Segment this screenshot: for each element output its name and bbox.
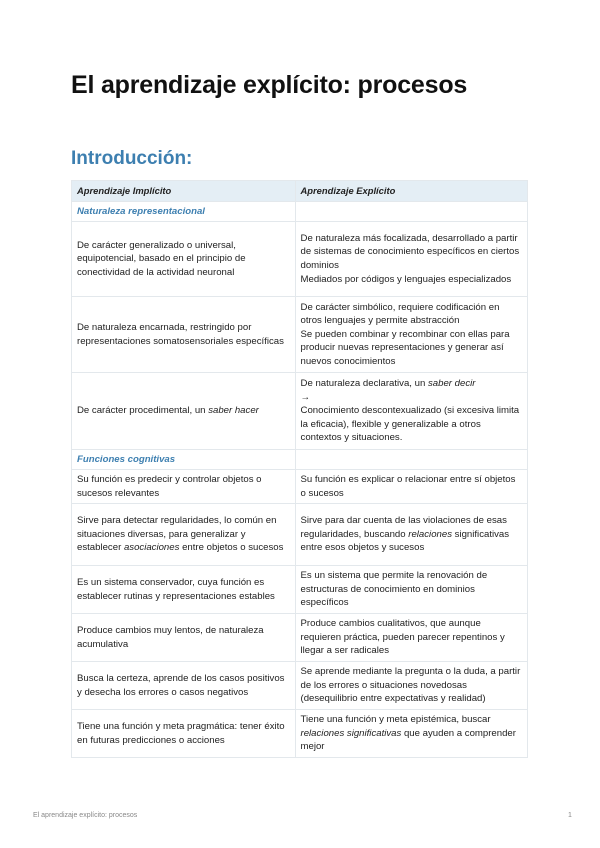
implicit-cell [72,504,296,566]
implicit-text: De carácter procedimental, un [77,405,209,417]
header-implicit: Aprendizaje Implícito [72,181,296,202]
table-row [72,566,528,614]
explicit-text: De naturaleza más focalizada, desarrollado a partir de sistemas de conocimiento específicos en ciertos dominios [300,232,520,271]
header-explicit: Aprendizaje Explícito [295,181,527,202]
table-row [72,470,528,504]
explicit-emphasis: relaciones significativas [300,727,402,739]
explicit-cell: Su función es explicar o relacionar entre sí objetos o sucesos [295,470,527,504]
explicit-text: Se pueden combinar y recombinar con ellas para producir nuevas representaciones y generar así nuevos conocimientos [300,328,510,367]
explicit-text: significativas entre esos objetos y sucesos [300,528,510,554]
table-row [72,710,528,758]
category-representacional: Naturaleza representacional [77,205,205,217]
implicit-cell: De naturaleza encarnada, restringido por representaciones somatosensoriales específicas [72,297,296,373]
explicit-cell: Es un sistema que permite la renovación de estructuras de conocimiento en dominios específicos [295,566,527,614]
explicit-emphasis: relaciones [408,528,452,540]
explicit-text: que ayuden a comprender mejor [300,727,516,753]
table-row [72,297,528,373]
explicit-text: Mediados por códigos y lenguajes especializados [300,273,512,285]
implicit-text: entre objetos o sucesos [179,542,284,554]
explicit-cell [295,373,527,450]
category-label [72,202,296,222]
section-heading: Introducción: [71,148,193,169]
explicit-cell [295,297,527,373]
category-label [72,450,296,470]
page-number: 1 [568,812,572,819]
table-row [72,373,528,450]
explicit-text-line [301,377,522,391]
arrow-icon: → [300,391,311,403]
explicit-cell [295,710,527,758]
implicit-cell: Su función es predecir y controlar objetos o sucesos relevantes [72,470,296,504]
table-row [72,662,528,710]
explicit-text: Conocimiento descontexualizado (si excesiva limita la eficacia), flexible y generalizable a otros contextos y situaciones. [300,405,520,444]
category-row [72,450,528,470]
table-row [72,614,528,662]
category-row [72,202,528,222]
explicit-cell [295,222,527,297]
comparison-table [71,180,528,758]
category-funciones: Funciones cognitivas [77,453,176,465]
category-empty-cell [295,450,527,470]
implicit-cell [72,373,296,450]
implicit-emphasis: saber hacer [208,405,259,417]
implicit-text: Sirve para detectar regularidades, lo común en situaciones diversas, para generalizar y establecer [77,515,277,554]
footer-title: El aprendizaje explícito: procesos [33,812,138,819]
implicit-emphasis: asociaciones [123,542,180,554]
category-empty-cell [295,202,527,222]
explicit-text: De naturaleza declarativa, un [300,378,428,390]
explicit-emphasis: saber decir [427,378,476,390]
explicit-text: Tiene una función y meta epistémica, buscar [300,714,491,726]
table-header-row [72,181,528,202]
implicit-cell: Produce cambios muy lentos, de naturaleza acumulativa [72,614,296,662]
table-row [72,504,528,566]
implicit-cell: Es un sistema conservador, cuya función es establecer rutinas y representaciones estables [72,566,296,614]
explicit-cell: Produce cambios cualitativos, que aunque requieren práctica, pueden parecer repentinos y llegar a ser radicales [295,614,527,662]
explicit-text: Sirve para dar cuenta de las violaciones de esas regularidades, buscando [300,515,507,540]
implicit-cell: Busca la certeza, aprende de los casos positivos y desecha los errores o casos negativos [72,662,296,710]
explicit-cell: Se aprende mediante la pregunta o la duda, a partir de los errores o situaciones novedosas (desequilibrio entre expectativas y realidad) [295,662,527,710]
explicit-text: De carácter simbólico, requiere codificación en otros lenguajes y permite abstracción [300,301,500,327]
page-title: El aprendizaje explícito: procesos [71,71,468,99]
table-row [72,222,528,297]
implicit-cell: De carácter generalizado o universal, equipotencial, basado en el principio de conectividad de la actividad neuronal [72,222,296,297]
implicit-cell: Tiene una función y meta pragmática: tener éxito en futuras predicciones o acciones [72,710,296,758]
explicit-cell [295,504,527,566]
